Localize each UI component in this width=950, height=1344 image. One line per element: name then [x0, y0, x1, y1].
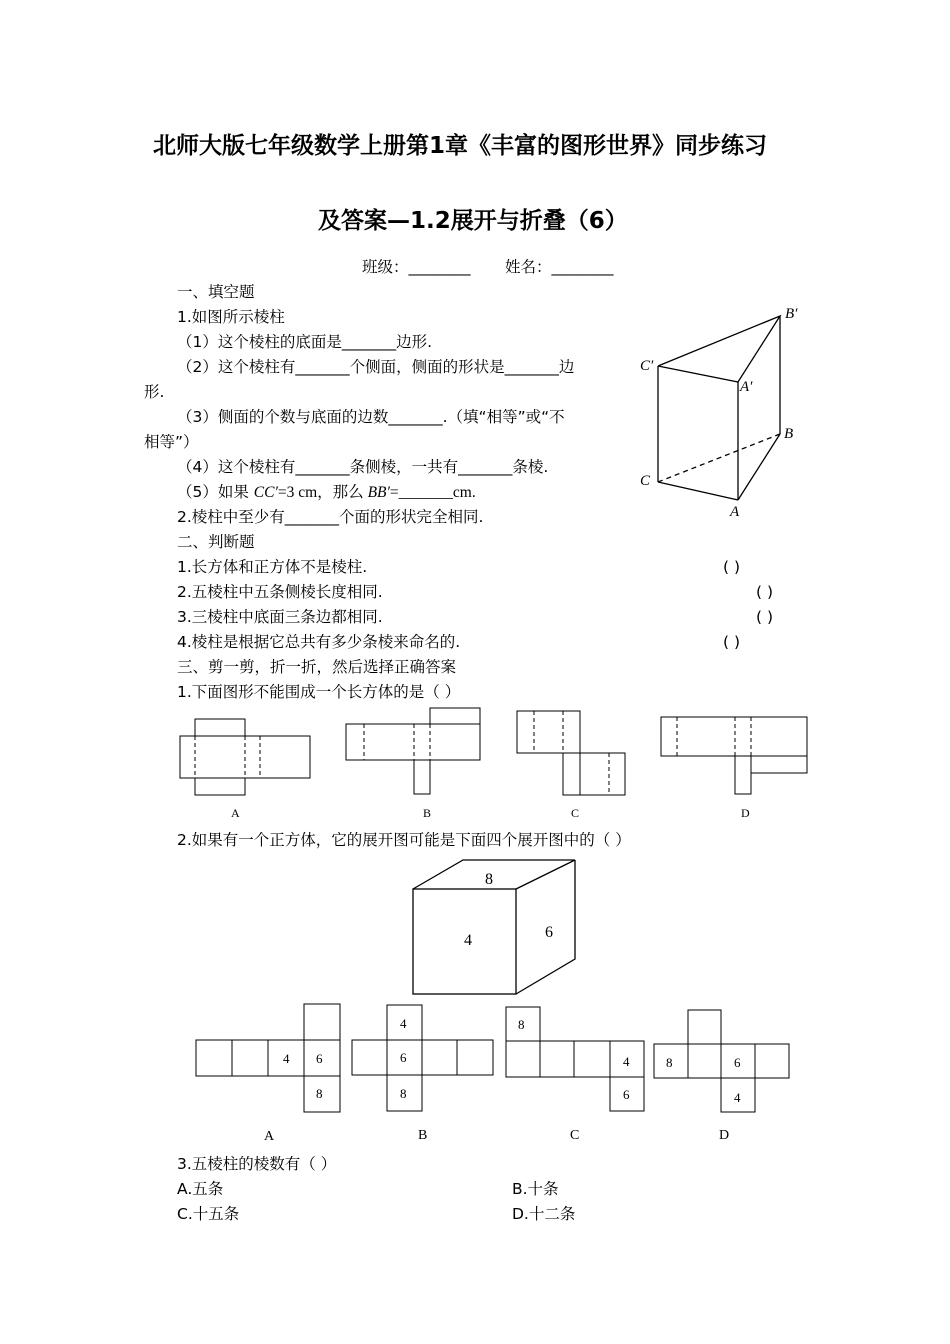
s3-q1-text: 1.下面图形不能围成一个长方体的是（ ） — [177, 683, 461, 701]
net-d-num-front: 4 — [734, 1090, 741, 1105]
box-net-label-a: A — [231, 806, 240, 820]
q1-part5-mid: =3 cm，那么 — [277, 484, 368, 501]
cube-figure — [400, 855, 600, 1005]
net-a-num-front: 4 — [283, 1051, 290, 1066]
cube-net-label-b: B — [418, 1128, 428, 1143]
net-b-num-front: 4 — [400, 1016, 407, 1031]
cube-net-b — [352, 1005, 493, 1111]
net-c-num-right: 6 — [623, 1087, 630, 1102]
q1-part5-var-bb: BB′ — [367, 484, 390, 501]
name-field-label: 姓名：________ — [505, 258, 614, 276]
cube-net-label-d: D — [719, 1128, 730, 1143]
net-d-num-top: 8 — [666, 1055, 673, 1070]
box-net-b — [346, 708, 480, 794]
class-field-label: 班级：________ — [362, 258, 471, 276]
section1-heading: 一、填空题 — [177, 283, 255, 301]
box-net-c — [517, 711, 625, 795]
cube-right-number: 6 — [545, 924, 553, 941]
judge-item-2: 2.五棱柱中五条侧棱长度相同. — [177, 583, 383, 601]
q1-part5-suffix: =_______cm. — [389, 484, 476, 501]
box-nets-figure — [0, 700, 950, 830]
box-net-a — [180, 719, 310, 795]
q1-part3a: （3）侧面的个数与底面的边数_______.（填“相等”或“不 — [177, 408, 565, 426]
judge-item-3: 3.三棱柱中底面三条边都相同. — [177, 608, 383, 626]
cube-front-number: 4 — [464, 932, 472, 949]
label-a: A — [730, 504, 740, 520]
net-b-num-top: 8 — [400, 1086, 407, 1101]
cube-top-number: 8 — [485, 871, 493, 888]
judge-paren-1: ( ) — [723, 558, 741, 576]
q1-part5-prefix: （5）如果 — [177, 483, 254, 501]
q1-part3b: 相等”） — [144, 433, 199, 451]
q2-text: 2.棱柱中至少有_______个面的形状完全相同. — [177, 508, 484, 526]
cube-net-d — [654, 1010, 789, 1112]
label-c-prime: C′ — [640, 358, 654, 374]
cube-net-label-a: A — [264, 1129, 275, 1144]
net-a-num-right: 6 — [316, 1051, 323, 1066]
triangular-prism-figure — [630, 300, 830, 520]
q1-part4: （4）这个棱柱有_______条侧棱，一共有_______条棱. — [177, 458, 549, 476]
judge-paren-3: ( ) — [756, 608, 774, 626]
judge-paren-2: ( ) — [756, 583, 774, 601]
box-net-label-c: C — [571, 806, 580, 820]
s3-q2-text: 2.如果有一个正方体，它的展开图可能是下面四个展开图中的（ ） — [177, 831, 631, 849]
page-title-line1: 北师大版七年级数学上册第1章《丰富的图形世界》同步练习 — [153, 133, 768, 159]
label-b: B — [784, 426, 794, 442]
section2-heading: 二、判断题 — [177, 533, 255, 551]
net-b-num-right: 6 — [400, 1050, 407, 1065]
section3-heading: 三、剪一剪，折一折，然后选择正确答案 — [177, 658, 457, 676]
judge-item-4: 4.棱柱是根据它总共有多少条棱来命名的. — [177, 633, 461, 651]
judge-paren-4: ( ) — [723, 633, 741, 651]
box-net-label-d: D — [741, 806, 750, 820]
cube-nets-figure — [0, 1000, 950, 1150]
page-title-line2: 及答案—1.2展开与折叠（6） — [318, 208, 628, 234]
cube-net-label-c: C — [570, 1128, 580, 1143]
s3-q3-option-b: B.十条 — [512, 1180, 559, 1198]
s3-q3-option-a: A.五条 — [177, 1180, 224, 1198]
q1-part2b: 形. — [144, 383, 165, 401]
net-c-num-front: 4 — [623, 1054, 630, 1069]
s3-q3-option-d: D.十二条 — [512, 1205, 576, 1223]
q1-part2a: （2）这个棱柱有_______个侧面，侧面的形状是_______边 — [177, 358, 575, 376]
q1-stem: 1.如图所示棱柱 — [177, 308, 285, 326]
label-a-prime: A′ — [740, 379, 753, 395]
net-d-num-right: 6 — [734, 1055, 741, 1070]
judge-item-1: 1.长方体和正方体不是棱柱. — [177, 558, 368, 576]
q1-part5-var-cc: CC′ — [253, 484, 278, 501]
q1-part5 — [177, 482, 476, 503]
s3-q3-option-c: C.十五条 — [177, 1205, 240, 1223]
box-net-d — [661, 717, 807, 794]
net-a-num-top: 8 — [316, 1086, 323, 1101]
q1-part1: （1）这个棱柱的底面是_______边形. — [177, 333, 433, 351]
label-c: C — [640, 473, 651, 489]
s3-q3-text: 3.五棱柱的棱数有（ ） — [177, 1155, 337, 1173]
net-c-num-top: 8 — [518, 1017, 525, 1032]
box-net-label-b: B — [423, 806, 432, 820]
label-b-prime: B′ — [785, 306, 798, 322]
